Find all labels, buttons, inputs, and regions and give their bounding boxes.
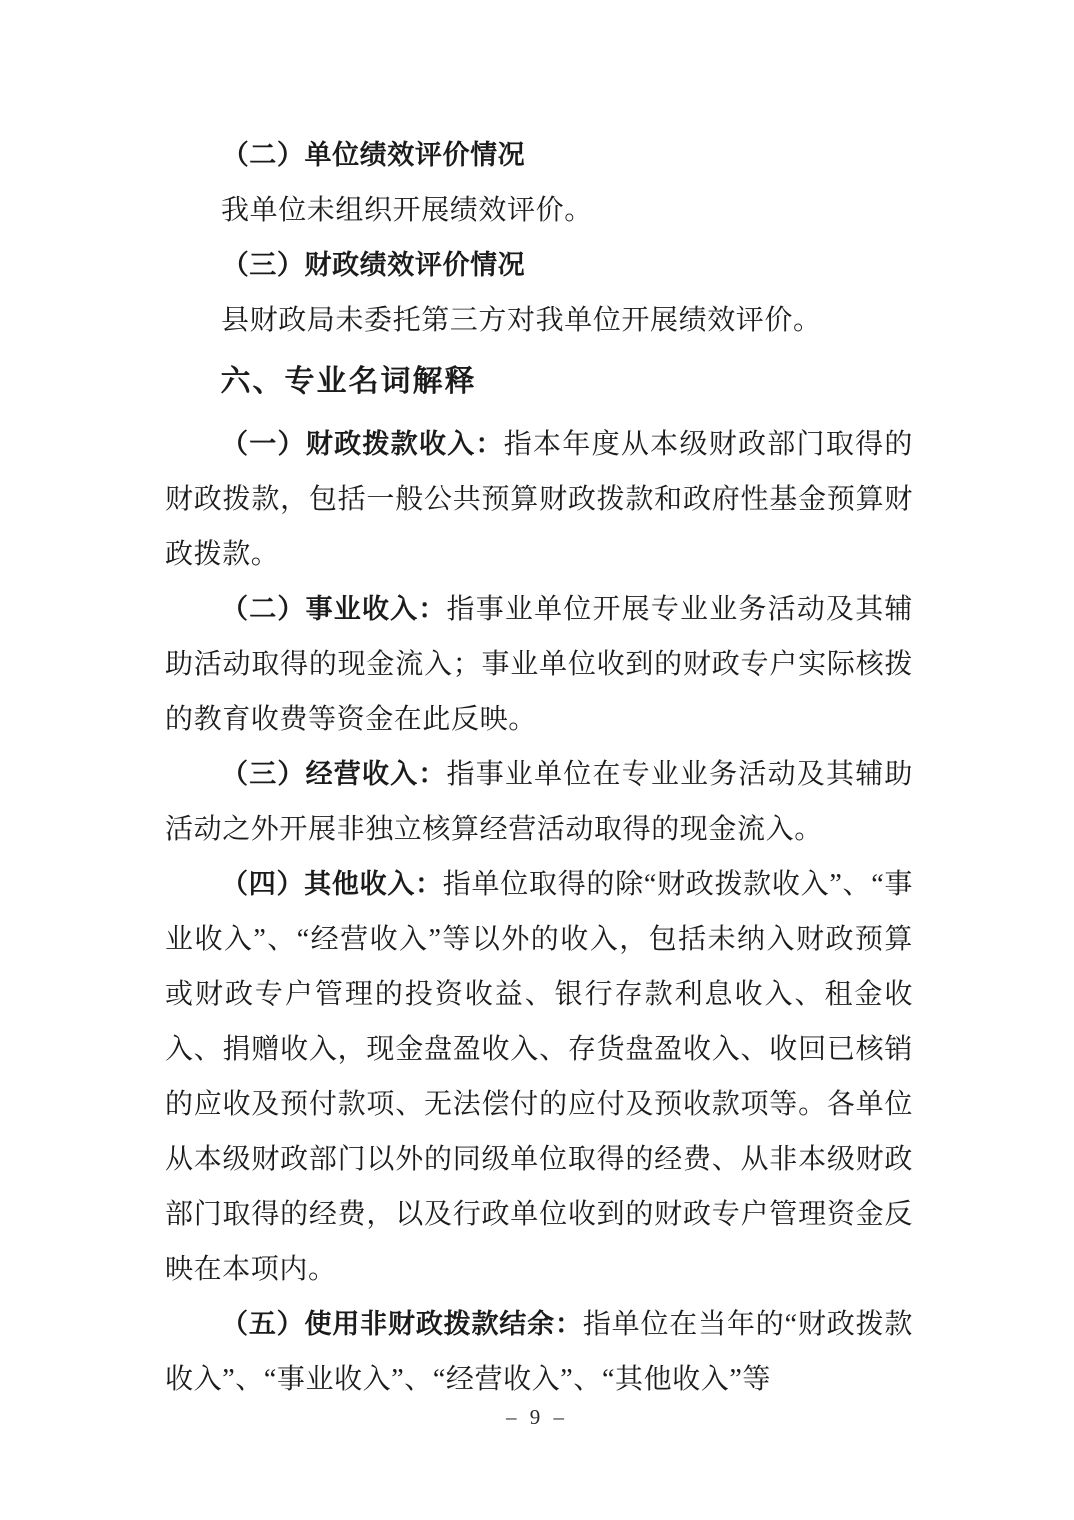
term-definition: 指单位取得的除“财政拨款收入”、“事业收入”、“经营收入”等以外的收入，包括未纳入财政预算或财政专户管理的投资收益、银行存款利息收入、租金收入、捐赠收入，现金盘盈收入、存货盘盈收入、收回已核销的应收及预付款项、无法偿付的应付及预收款项等。各单位从本级财政部门以外的同级单位取得的经费、从非本级财政部门取得的经费，以及行政单位收到的财政专户管理资金反映在本项内。: [165, 869, 913, 1285]
term-label: （五）使用非财政拨款结余：: [221, 1309, 583, 1339]
page-number: – 9 –: [506, 1405, 568, 1429]
paragraph-term: [165, 1297, 913, 1407]
term-definition: 指事业单位在专业业务活动及其辅助活动之外开展非独立核算经营活动取得的现金流入。: [165, 759, 913, 845]
term-label: （三）经营收入：: [221, 759, 447, 789]
paragraph-heading-kai: （二）单位绩效评价情况: [221, 140, 526, 170]
page-footer: [0, 1405, 1074, 1430]
term-definition: 指事业单位开展专业业务活动及其辅助活动取得的现金流入；事业单位收到的财政专户实际核拨的教育收费等资金在此反映。: [165, 594, 913, 735]
paragraph-term: [165, 582, 913, 747]
document-content: [165, 128, 913, 1407]
paragraph-term: [165, 857, 913, 1297]
term-label: （一）财政拨款收入：: [221, 429, 504, 459]
term-definition: 指单位在当年的“财政拨款收入”、“事业收入”、“经营收入”、“其他收入”等: [165, 1309, 913, 1395]
term-label: （二）事业收入：: [221, 594, 447, 624]
paragraph-body: 我单位未组织开展绩效评价。: [221, 195, 593, 226]
term-definition: 指本年度从本级财政部门取得的财政拨款，包括一般公共预算财政拨款和政府性基金预算财政拨款。: [165, 429, 913, 570]
paragraph-term: [165, 747, 913, 857]
paragraph-term: [165, 417, 913, 582]
paragraph-heading-hei: 六、专业名词解释: [220, 365, 477, 398]
term-label: （四）其他收入：: [221, 869, 443, 899]
paragraph-body: 县财政局未委托第三方对我单位开展绩效评价。: [221, 305, 822, 336]
paragraph-heading-kai: （三）财政绩效评价情况: [221, 250, 526, 280]
